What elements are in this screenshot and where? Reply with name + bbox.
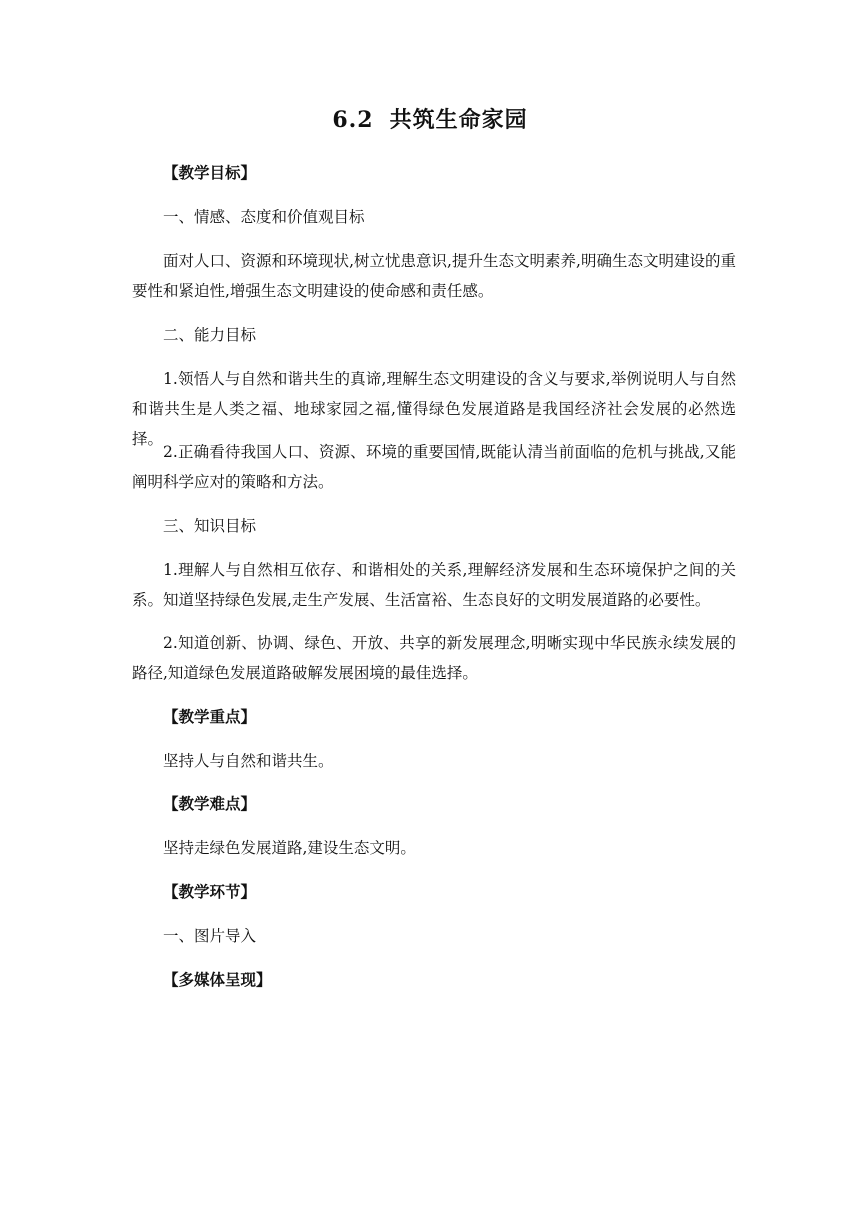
document-title — [0, 103, 860, 134]
paragraph-ability-goal-1: 1.领悟人与自然和谐共生的真谛,理解生态文明建设的含义与要求,举例说明人与自然和谐共生是人类之福、地球家园之福,懂得绿色发展道路是我国经济社会发展的必然选择。 — [132, 370, 736, 448]
paragraph-ability-goal-2: 2.正确看待我国人口、资源、环境的重要国情,既能认清当前面临的危机与挑战,又能阐明科学应对的策略和方法。 — [132, 443, 736, 491]
section-heading-multimedia: 【多媒体呈现】 — [163, 970, 272, 989]
subheading-picture-intro: 一、图片导入 — [163, 927, 257, 945]
text-key-points: 坚持人与自然和谐共生。 — [163, 752, 334, 770]
text-difficult-points: 坚持走绿色发展道路,建设生态文明。 — [163, 839, 416, 857]
paragraph-knowledge-goal-1: 1.理解人与自然相互依存、和谐相处的关系,理解经济发展和生态环境保护之间的关系。知道坚持绿色发展,走生产发展、生活富裕、生态良好的文明发展道路的必要性。 — [132, 561, 736, 609]
section-heading-teaching-steps: 【教学环节】 — [163, 882, 257, 901]
section-heading-key-points: 【教学重点】 — [163, 707, 257, 726]
subheading-ability-goals: 二、能力目标 — [163, 326, 257, 344]
title-text: 共筑生命家园 — [389, 107, 528, 133]
subheading-attitude-goals: 一、情感、态度和价值观目标 — [163, 208, 365, 226]
subheading-knowledge-goals: 三、知识目标 — [163, 517, 257, 535]
paragraph-knowledge-goal-2: 2.知道创新、协调、绿色、开放、共享的新发展理念,明晰实现中华民族永续发展的路径,知道绿色发展道路破解发展困境的最佳选择。 — [132, 634, 736, 682]
section-heading-difficult-points: 【教学难点】 — [163, 794, 257, 813]
section-heading-teaching-goals: 【教学目标】 — [163, 163, 257, 182]
paragraph-attitude-goals: 面对人口、资源和环境现状,树立忧患意识,提升生态文明素养,明确生态文明建设的重要性和紧迫性,增强生态文明建设的使命感和责任感。 — [132, 252, 736, 300]
title-number: 6.2 — [332, 107, 374, 133]
